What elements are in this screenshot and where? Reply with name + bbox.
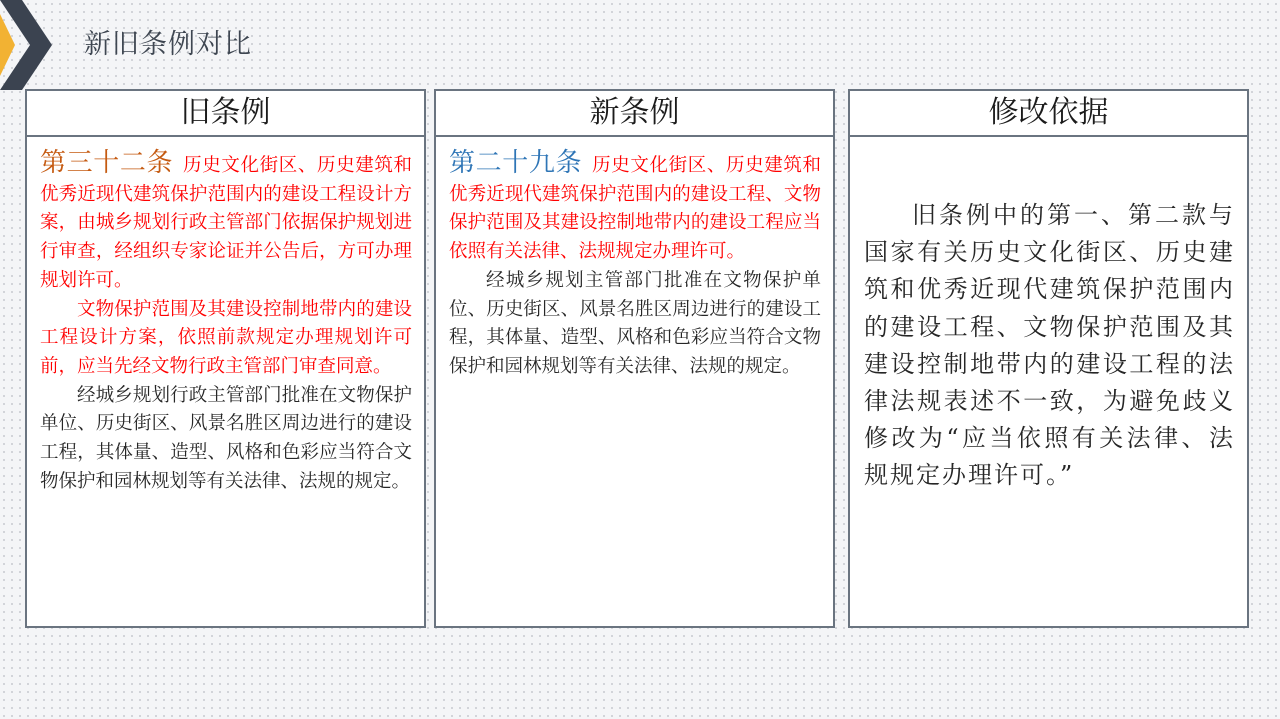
new-regulation-panel xyxy=(434,89,835,628)
new-article-number: 第二十九条 xyxy=(449,148,583,178)
old-regulation-panel xyxy=(25,89,426,628)
old-article-number: 第三十二条 xyxy=(40,148,174,178)
old-paragraph-1 xyxy=(40,149,412,296)
chevron-decoration-icon xyxy=(0,0,60,90)
page-title: 新旧条例对比 xyxy=(84,29,252,60)
revision-basis-header: 修改依据 xyxy=(850,91,1247,137)
new-regulation-body xyxy=(436,137,833,382)
old-regulation-header: 旧条例 xyxy=(27,91,424,137)
revision-basis-body xyxy=(850,137,1247,495)
old-paragraph-2: 文物保护范围及其建设控制地带内的建设工程设计方案，依照前款规定办理规划许可前，应当先经文物行政主管部门审查同意。 xyxy=(40,298,412,377)
revision-basis-panel xyxy=(848,89,1249,628)
old-paragraph-1-text: 历史文化街区、历史建筑和优秀近现代建筑保护范围内的建设工程设计方案，由城乡规划行政主管部门依据保护规划进行审查，经组织专家论证并公告后，方可办理规划许可。 xyxy=(40,155,412,291)
new-regulation-header: 新条例 xyxy=(436,91,833,137)
old-paragraph-3: 经城乡规划行政主管部门批准在文物保护单位、历史街区、风景名胜区周边进行的建设工程，其体量、造型、风格和色彩应当符合文物保护和园林规划等有关法律、法规的规定。 xyxy=(40,384,412,492)
new-paragraph-1-text: 历史文化街区、历史建筑和优秀近现代建筑保护范围内的建设工程、文物保护范围及其建设控制地带内的建设工程应当依照有关法律、法规规定办理许可。 xyxy=(449,155,821,263)
revision-basis-text: 旧条例中的第一、第二款与国家有关历史文化街区、历史建筑和优秀近现代建筑保护范围内的建设工程、文物保护范围及其建设控制地带内的建设工程的法律法规表述不一致，为避免歧义修改为“应当依照有关法律、法规规定办理许可。” xyxy=(864,201,1235,490)
old-regulation-body xyxy=(27,137,424,496)
new-paragraph-2: 经城乡规划主管部门批准在文物保护单位、历史街区、风景名胜区周边进行的建设工程，其体量、造型、风格和色彩应当符合文物保护和园林规划等有关法律、法规的规定。 xyxy=(449,269,821,377)
new-paragraph-1 xyxy=(449,149,821,267)
